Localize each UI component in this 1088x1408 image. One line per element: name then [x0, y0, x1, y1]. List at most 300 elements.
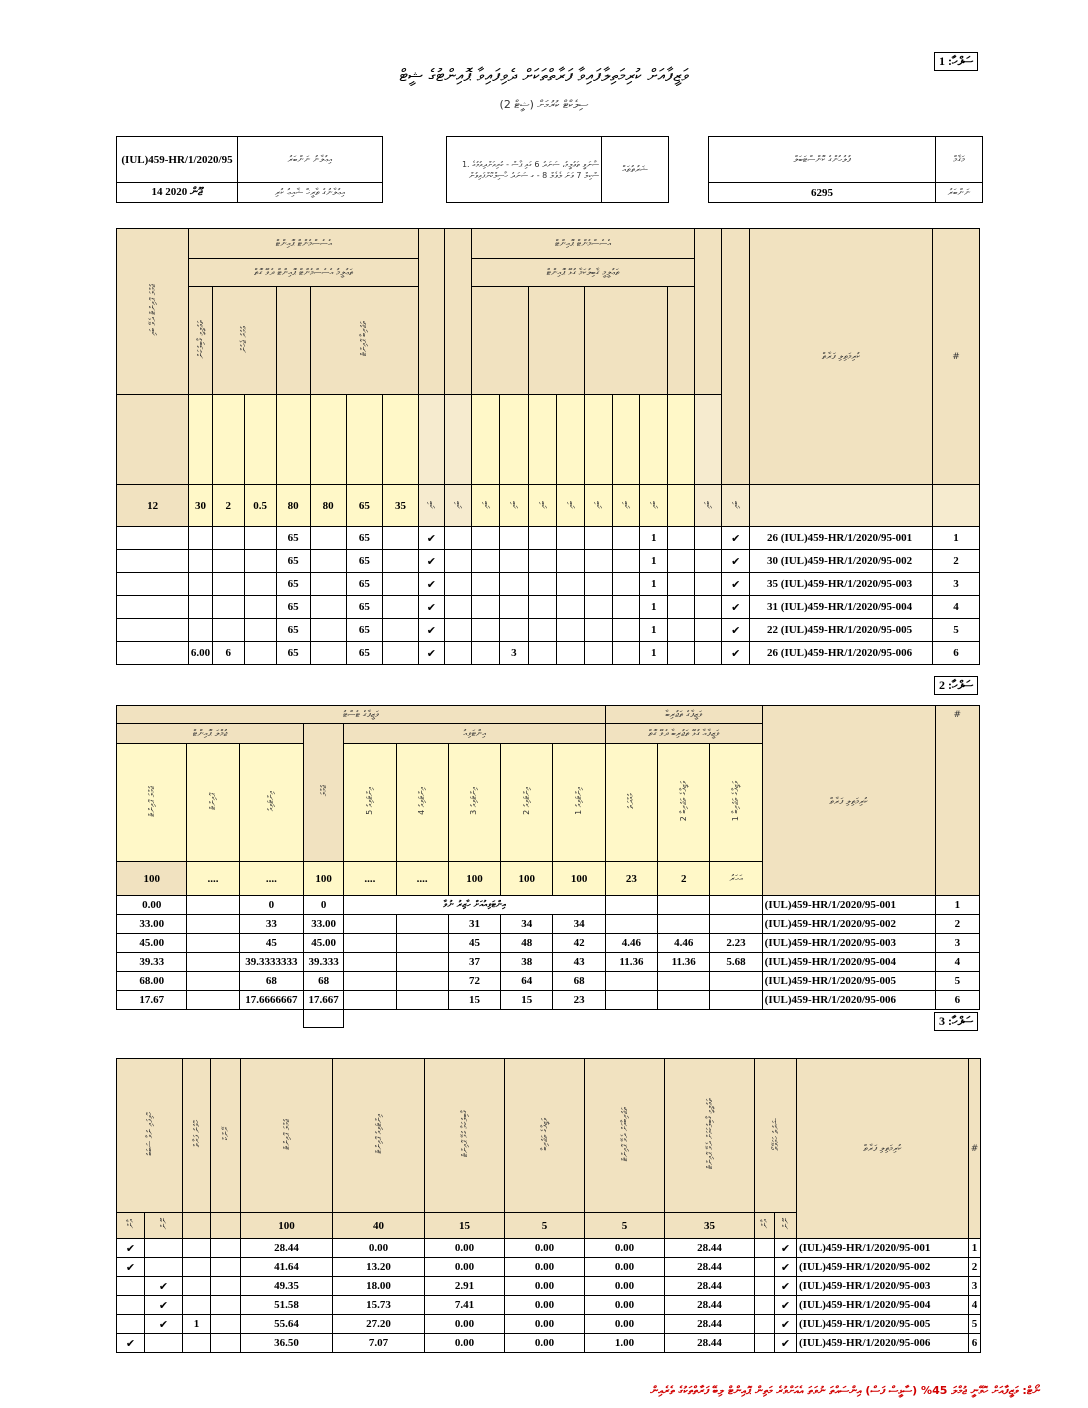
t2-col-head: ވަޒީފާގެ ތަޖުރިބާ 1: [731, 780, 740, 822]
check-icon: ✔: [722, 642, 750, 665]
check-icon: [145, 1239, 183, 1258]
score-cell: 80: [276, 485, 310, 527]
a-cell: 28.44: [665, 1258, 755, 1277]
table-row: [117, 972, 980, 991]
score-cell: 5: [585, 1213, 665, 1239]
col-a2-head: ޢުމުރު ޖެހުން: [239, 325, 249, 353]
job-number-label: ނަންބަރު: [936, 183, 983, 203]
interview-cell: 45: [239, 934, 303, 953]
footer-note: ނޯޓް: ވަޒީފާއަށް ހޮވޭނީ ޖުމްލަ 45% (ސާޅީސް ފަސް) އިންސައްތަ ނުވަތަ އެއަށްވުރެ މަތިން ޕޮއިންޓް ލިބޭ ފަރާތްތަކުގެ ތެރެއިން: [650, 1384, 1040, 1397]
row-number: 4: [933, 596, 980, 619]
page-subtitle: ސިލެކްޓް ކުރުމަށް (ޝީޓް 2): [499, 98, 589, 111]
score-cell: 12: [117, 485, 189, 527]
table-row: [117, 573, 980, 596]
row-number: 4: [969, 1296, 981, 1315]
small-head: ބައި: [593, 500, 603, 509]
e2-cell: 11.36: [658, 953, 710, 972]
job-box: [708, 136, 983, 203]
t3-head-ok: ޝަރުތު ހަމަވޭތޯ: [770, 1117, 780, 1151]
b-cell: 1.00: [585, 1334, 665, 1353]
t2-group-a: ވަޒީފާގެ ތަޖުރިބާ: [605, 706, 762, 724]
total-cell: 36.50: [241, 1334, 333, 1353]
small-head: ބައި: [426, 500, 436, 509]
applicant-id-text: (IUL)459-HR/1/2020/95-005: [780, 624, 913, 636]
e3-cell: [605, 991, 657, 1010]
interview-cell: 0: [239, 896, 303, 915]
row-number: 1: [969, 1239, 981, 1258]
row-number: 5: [969, 1315, 981, 1334]
e2-cell: 4.46: [658, 934, 710, 953]
e-cell: 0.00: [333, 1239, 425, 1258]
check-icon: ✔: [419, 642, 445, 665]
c3-cell: 6: [212, 642, 244, 665]
t2-group-b: ވަޒީފާގެ ޓެސްޓު: [117, 706, 606, 724]
check-icon: ✔: [117, 1334, 145, 1353]
total-cell: 65: [346, 642, 382, 665]
check-icon: ✔: [145, 1277, 183, 1296]
small-head: ބައި: [508, 500, 518, 509]
applicant-id: (IUL)459-HR/1/2020/95-001: [762, 896, 935, 915]
applicant-id: (IUL)459-HR/1/2020/95-006: [797, 1334, 969, 1353]
total-cell: 51.58: [241, 1296, 333, 1315]
row-number: 3: [933, 573, 980, 596]
score-cell: 35: [382, 485, 418, 527]
requirements-text: 1. ސާނަވީ ތަޢުލީމު، ސަނަދު 6 ގައި ޕާސް - ކުރިއަށްދިއުމުގެ ސްކިލް 7 ވަނަ ލެވެލް 8 - ގ ސަނަދު ހާސިލްކޮށްފައިވުން: [447, 137, 602, 203]
t2-col-head: އިންޓަވިއު 2: [521, 787, 531, 815]
c-cell: 0.00: [505, 1315, 585, 1334]
table-row: [117, 1315, 981, 1334]
check-icon: [117, 1277, 145, 1296]
check-icon: ✔: [419, 573, 445, 596]
applicant-id-text: (IUL)459-HR/1/2020/95-001: [780, 532, 913, 544]
no-label: ނޫން: [780, 1218, 790, 1230]
check-icon: ✔: [775, 1239, 797, 1258]
i2-cell: 38: [501, 953, 553, 972]
score-cell: 30: [189, 485, 212, 527]
applicant-head-1: ކުރިމަތިލި ފަރާތް: [750, 229, 933, 485]
i1-cell: 23: [553, 991, 605, 1010]
score-cell: 15: [425, 1213, 505, 1239]
check-icon: ✔: [775, 1296, 797, 1315]
final-cell: 17.67: [117, 991, 187, 1010]
total-cell: 65: [346, 619, 382, 642]
check-icon: ✔: [722, 573, 750, 596]
row-number: 6: [933, 642, 980, 665]
score-cell: 0.5: [244, 485, 276, 527]
score-cell: ....: [344, 862, 396, 896]
b-cell: 0.00: [585, 1315, 665, 1334]
score-cell: 100: [553, 862, 605, 896]
group-a-sub: ތަޢުލީމު އެސެސްމެންޓް ޕޮއިންޓް ދެވޭ ގޮތް: [189, 259, 419, 287]
table-row: [117, 991, 980, 1010]
level-cell: 1: [640, 642, 668, 665]
applicant-id: (IUL)459-HR/1/2020/95-005: [762, 972, 935, 991]
small-head: ބައި: [648, 500, 658, 509]
level-cell: 1: [640, 527, 668, 550]
score-cell: ....: [187, 862, 239, 896]
b-cell: 0.00: [585, 1239, 665, 1258]
d-cell: 0.00: [425, 1334, 505, 1353]
applicant-id: (IUL)459-HR/1/2020/95-003: [797, 1277, 969, 1296]
row-number: 1: [933, 527, 980, 550]
check-icon: ✔: [775, 1258, 797, 1277]
i1-cell: 68: [553, 972, 605, 991]
e-cell: 18.00: [333, 1277, 425, 1296]
e-cell: 27.20: [333, 1315, 425, 1334]
c-cell: 0.00: [505, 1239, 585, 1258]
table-row: [117, 953, 980, 972]
total-cell: 68: [304, 972, 344, 991]
total-cell: 65: [346, 596, 382, 619]
t2-col-head: ވަޒީފާގެ ތަޖުރިބާ 2: [678, 780, 688, 822]
row-number: 5: [935, 972, 979, 991]
e-cell: 13.20: [333, 1258, 425, 1277]
assessment-table-2: [116, 705, 980, 1028]
total-cell: 65: [346, 550, 382, 573]
ref-date-label: އިޢުލާނުގެ ތާރީޚް ޝާއިޢު ކުރި: [238, 183, 383, 203]
score-cell: ....: [396, 862, 448, 896]
d-cell: 2.91: [425, 1277, 505, 1296]
table-row: [117, 1277, 981, 1296]
t2-col-head: އިންޓަވިއު 3: [469, 787, 479, 815]
applicant-id: [750, 619, 933, 642]
row-number: 4: [935, 953, 979, 972]
a-cell: 28.44: [665, 1334, 755, 1353]
group-b-head: އެސެސްމެންޓް ޕޮއިންޓް: [472, 229, 694, 259]
total-cell: 55.64: [241, 1315, 333, 1334]
score-cell: 23: [605, 862, 657, 896]
row-number: 2: [933, 550, 980, 573]
score-cell: 100: [448, 862, 500, 896]
row-number: 2: [935, 915, 979, 934]
check-icon: ✔: [419, 527, 445, 550]
assessment-table-1: [116, 228, 980, 665]
table-row: [117, 934, 980, 953]
a-cell: 28.44: [665, 1315, 755, 1334]
check-icon: ✔: [145, 1315, 183, 1334]
score-cell: 2: [658, 862, 710, 896]
total-cell: 33.00: [304, 915, 344, 934]
check-icon: ✔: [419, 550, 445, 573]
e1-cell: 5.68: [710, 953, 762, 972]
e1-cell: 2.23: [710, 934, 762, 953]
e1-cell: [710, 915, 762, 934]
c-cell: 0.00: [505, 1277, 585, 1296]
e-cell: 15.73: [333, 1296, 425, 1315]
row-number: 6: [969, 1334, 981, 1353]
no-label: ނޫން: [158, 1218, 168, 1230]
ref-date: 14 ޖޫން 2020: [117, 183, 238, 203]
t3-head-b: ތަޖުރިބާއަށް ދެވޭ ޕޮއިންޓް: [619, 1106, 629, 1162]
c-cell: 0.00: [505, 1258, 585, 1277]
i2-cell: 15: [501, 991, 553, 1010]
check-icon: [117, 1296, 145, 1315]
pts-cell: 65: [276, 619, 310, 642]
i3-cell: 15: [448, 991, 500, 1010]
score-cell: 40: [333, 1213, 425, 1239]
age-cell: 31: [767, 601, 779, 613]
applicant-id: (IUL)459-HR/1/2020/95-005: [797, 1315, 969, 1334]
check-icon: [117, 1315, 145, 1334]
rank-cell: [183, 1239, 211, 1258]
hash-head-3: #: [969, 1059, 981, 1239]
total-cell: 45.00: [304, 934, 344, 953]
i3-cell: 31: [448, 915, 500, 934]
row-number: 1: [935, 896, 979, 915]
score-cell: ....: [239, 862, 303, 896]
check-icon: ✔: [775, 1334, 797, 1353]
page-title: ވަޒީފާއަށް ކުރިމަތިލާފައިވާ ފަރާތްތަކަށް ދެވިފައިވާ ޕޮއިންޓުގެ ޝީޓް: [399, 66, 689, 86]
age-cell: 35: [767, 578, 779, 590]
t2-col-head: މުއްދަތު: [626, 793, 636, 809]
table-row: [117, 550, 980, 573]
c-cell: 0.00: [505, 1296, 585, 1315]
c4-cell: 6.00: [189, 642, 212, 665]
total-cell: 17.667: [304, 991, 344, 1010]
check-icon: ✔: [145, 1296, 183, 1315]
a-cell: 28.44: [665, 1296, 755, 1315]
pts-cell: 65: [276, 527, 310, 550]
applicant-id: [750, 596, 933, 619]
e3-cell: 11.36: [605, 953, 657, 972]
applicant-id-text: (IUL)459-HR/1/2020/95-002: [780, 555, 913, 567]
d-cell: 0.00: [425, 1315, 505, 1334]
t2-col-head: އިންޓަވިއު: [266, 790, 276, 812]
e3-cell: [605, 972, 657, 991]
applicant-id: [750, 527, 933, 550]
requirements-box: [446, 136, 669, 203]
applicant-id: (IUL)459-HR/1/2020/95-002: [797, 1258, 969, 1277]
applicant-id: (IUL)459-HR/1/2020/95-002: [762, 915, 935, 934]
group-a-head: އެސެސްމެންޓް ޕޮއިންޓް: [189, 229, 419, 259]
t2-col-head: އިންޓަވިއު 5: [364, 787, 374, 815]
table-row: [117, 1239, 981, 1258]
i3-cell: 37: [448, 953, 500, 972]
i2-cell: 48: [501, 934, 553, 953]
b-cell: 0.00: [585, 1296, 665, 1315]
level-cell: 1: [640, 619, 668, 642]
page-number-3: ސަފްހާ: 3: [934, 1012, 978, 1031]
applicant-id-text: (IUL)459-HR/1/2020/95-004: [780, 601, 913, 613]
row-number: 2: [969, 1258, 981, 1277]
i2-cell: 34: [501, 915, 553, 934]
i3-cell: 72: [448, 972, 500, 991]
e3-cell: 4.46: [605, 934, 657, 953]
d-cell: 7.41: [425, 1296, 505, 1315]
col-a1-head: ތަޢުލީމީ ޤާބިލުކަން: [195, 319, 205, 359]
score-cell: 2: [212, 485, 244, 527]
interview-cell: 68: [239, 972, 303, 991]
t3-head-c: ވަޒީފާގެ ތަޖުރިބާ: [539, 1117, 549, 1151]
yes-label: އާން: [759, 1219, 769, 1229]
t3-head-selected: ހޮވުނު ފަރާތް: [191, 1120, 201, 1148]
score-cell: 100: [241, 1213, 333, 1239]
e2-cell: [658, 972, 710, 991]
e1-cell: [710, 991, 762, 1010]
applicant-id: (IUL)459-HR/1/2020/95-001: [797, 1239, 969, 1258]
job-number: 6295: [709, 183, 936, 203]
table-row: [117, 596, 980, 619]
total-cell: 0: [304, 896, 344, 915]
requirements-label: ޝަރުތުތައް: [602, 137, 669, 203]
rank-cell: [183, 1258, 211, 1277]
table-row: [117, 642, 980, 665]
table-row: [117, 896, 980, 915]
t2-col-head: އިންޓަވިއު 1: [574, 787, 584, 815]
final-table: [116, 1058, 981, 1353]
col-b1-head: ތަޖުރިބާ ޕޮއިންޓް: [359, 321, 369, 357]
check-icon: ✔: [722, 619, 750, 642]
applicant-id: (IUL)459-HR/1/2020/95-003: [762, 934, 935, 953]
t2-col-head: ޕޮއިންޓް: [208, 792, 218, 810]
i3-cell: 45: [448, 934, 500, 953]
age-cell: 26: [767, 647, 779, 659]
b-cell: 0.00: [585, 1277, 665, 1296]
t2-sub-1: އިންޓަވިއު: [344, 724, 606, 744]
small-head: ބައި: [703, 500, 713, 509]
final-cell: 0.00: [117, 896, 187, 915]
yes-label: އާން: [125, 1219, 135, 1229]
col-overall-head: ޖުމްލަ ޕޮއިންޓް ދެވޭ ބައި: [147, 284, 157, 336]
total-cell: 41.64: [241, 1258, 333, 1277]
ref-box: [116, 136, 383, 203]
score-cell: 100: [501, 862, 553, 896]
interview-cell: 33: [239, 915, 303, 934]
interview-cell: 17.6666667: [239, 991, 303, 1010]
score-cell: 35: [665, 1213, 755, 1239]
pts-cell: 65: [276, 642, 310, 665]
total-cell: 65: [346, 573, 382, 596]
applicant-id-text: (IUL)459-HR/1/2020/95-006: [780, 647, 913, 659]
score-row-1: [117, 485, 980, 527]
check-icon: ✔: [722, 527, 750, 550]
score-cell: 5: [505, 1213, 585, 1239]
e3-cell: [605, 915, 657, 934]
pts-cell: 65: [276, 550, 310, 573]
score-cell: 100: [117, 862, 187, 896]
job-title: ފުލުހުންގެ ކޮންސްޓަބަލް: [709, 137, 936, 183]
age-cell: 30: [767, 555, 779, 567]
final-cell: 68.00: [117, 972, 187, 991]
e2-cell: [658, 991, 710, 1010]
total-cell: 39.333: [304, 953, 344, 972]
e1-cell: [710, 972, 762, 991]
final-cell: 45.00: [117, 934, 187, 953]
job-title-label: މަޤާމް: [936, 137, 983, 183]
table-row: [117, 619, 980, 642]
small-head: ބައި: [480, 500, 490, 509]
absent-note: އިންޓަވިއުއަށް ހާޒިރު ނުވާ: [344, 896, 606, 915]
t3-head-e: އިންޓަވިއު ޕޮއިންޓް: [373, 1114, 383, 1154]
applicant-head-2: ކުރިމަތިލި ފަރާތް: [829, 796, 868, 807]
c-cell: 0.00: [505, 1334, 585, 1353]
e-cell: 7.07: [333, 1334, 425, 1353]
applicant-head-3: ކުރިމަތިލި ފަރާތް: [797, 1059, 969, 1239]
rank-cell: [183, 1277, 211, 1296]
applicant-id: (IUL)459-HR/1/2020/95-006: [762, 991, 935, 1010]
t3-head-rank: ރޭންކް: [220, 1127, 230, 1141]
level-cell: 1: [640, 550, 668, 573]
total-cell: 28.44: [241, 1239, 333, 1258]
score-cell: 80: [310, 485, 346, 527]
age-cell: 26: [767, 532, 779, 544]
check-icon: ✔: [117, 1239, 145, 1258]
ref-number: (IUL)459-HR/1/2020/95: [117, 137, 238, 183]
check-icon: ✔: [117, 1258, 145, 1277]
small-head: ބައި: [565, 500, 575, 509]
level-cell: 1: [640, 573, 668, 596]
i1-cell: 34: [553, 915, 605, 934]
small-head: ބައި: [452, 500, 462, 509]
score-cell: 100: [304, 862, 344, 896]
check-icon: [145, 1334, 183, 1353]
table-row: [117, 527, 980, 550]
level-cell: 1: [640, 596, 668, 619]
t2-group-a-sub: ވަޒީފާއާ ގުޅޭ ތަޖުރިބާ ދެވޭ ގޮތް: [605, 724, 762, 744]
t3-head-reject: ހޮވިފައި ނުވާ ސަބަބު: [144, 1112, 154, 1156]
i1-cell: 43: [553, 953, 605, 972]
t2-sub-2: ޖުމްލަ ޕޮއިންޓް: [117, 724, 304, 744]
table-row: [117, 915, 980, 934]
applicant-id: [750, 642, 933, 665]
page-number-2: ސަފްހާ: 2: [934, 676, 978, 695]
row-number: 5: [933, 619, 980, 642]
applicant-id: (IUL)459-HR/1/2020/95-004: [762, 953, 935, 972]
total-cell: 49.35: [241, 1277, 333, 1296]
t3-head-d: ޤާބިލުކަމާ ގުޅޭ ޕޮއިންޓް: [459, 1110, 469, 1158]
final-cell: 33.00: [117, 915, 187, 934]
hash-head-1: #: [933, 229, 980, 485]
check-icon: ✔: [419, 596, 445, 619]
row-number: 3: [935, 934, 979, 953]
score-cell: 65: [346, 485, 382, 527]
t2-col-head: ޖުމްލަ ޕޮއިންޓް: [146, 785, 156, 817]
d-cell: 0.00: [425, 1258, 505, 1277]
pts-cell: 65: [276, 596, 310, 619]
hash-head-2: #: [935, 706, 979, 896]
table-row: [117, 1258, 981, 1277]
pts-cell: 65: [276, 573, 310, 596]
i2-cell: 64: [501, 972, 553, 991]
row-number: 6: [935, 991, 979, 1010]
e2-cell: [658, 915, 710, 934]
table-row: [117, 1334, 981, 1353]
group-b-sub: ތަޢުލީމީ ޤާބިލުކަމާ ގުޅޭ ޕޮއިންޓް: [472, 259, 694, 287]
check-icon: ✔: [775, 1315, 797, 1334]
c2-cell: 3: [499, 642, 528, 665]
check-icon: ✔: [775, 1277, 797, 1296]
a-cell: 28.44: [665, 1239, 755, 1258]
i1-cell: 42: [553, 934, 605, 953]
page-number-1: ސަފްހާ: 1: [934, 52, 978, 71]
interview-cell: 39.3333333: [239, 953, 303, 972]
b-cell: 0.00: [585, 1258, 665, 1277]
t2-col-head: ޖުމްލަ: [318, 785, 328, 797]
t3-head-total: ޖުމްލަ ޕޮއިންޓް: [281, 1118, 291, 1150]
score-cell: އަހަރު: [710, 862, 762, 896]
applicant-id: [750, 573, 933, 596]
t3-head-a: ތަޢުލީމީ ޤާބިލުކަމަށް ދެވޭ ޕޮއިންޓް: [704, 1098, 714, 1170]
table-row: [117, 1296, 981, 1315]
small-head: ބައި: [621, 500, 631, 509]
check-icon: [145, 1258, 183, 1277]
check-icon: ✔: [722, 550, 750, 573]
a-cell: 28.44: [665, 1277, 755, 1296]
applicant-id-text: (IUL)459-HR/1/2020/95-003: [780, 578, 913, 590]
small-head: ބައި: [730, 500, 740, 509]
total-cell: 65: [346, 527, 382, 550]
small-head: ބައި: [537, 500, 547, 509]
